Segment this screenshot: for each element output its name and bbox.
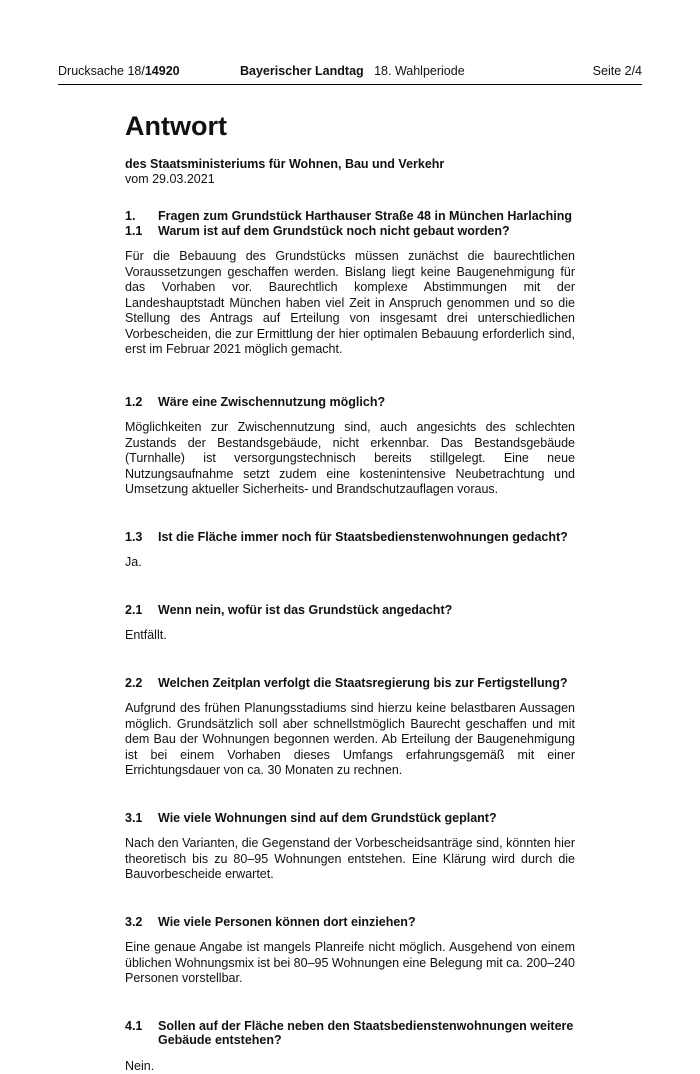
question-text: Sollen auf der Fläche neben den Staatsbedienstenwohnungen weitere Gebäude entstehen?	[158, 1019, 575, 1048]
page-title: Antwort	[125, 110, 575, 142]
question-text: Welchen Zeitplan verfolgt die Staatsregierung bis zur Fertigstellung?	[158, 676, 575, 691]
qa-section	[125, 209, 575, 358]
document-number-value: 14920	[145, 64, 180, 78]
qa-section	[125, 603, 575, 644]
qa-section	[125, 395, 575, 498]
question-heading	[125, 915, 575, 930]
question-heading	[125, 530, 575, 545]
page-number: Seite 2/4	[593, 64, 642, 78]
qa-section	[125, 915, 575, 987]
question-number: 1.1	[125, 224, 158, 239]
question-heading	[125, 1019, 575, 1048]
qa-section	[125, 530, 575, 571]
answer-text: Nein.	[125, 1059, 575, 1074]
question-heading	[125, 395, 575, 410]
question-heading	[125, 209, 575, 224]
document-body	[125, 110, 575, 1074]
qa-section	[125, 811, 575, 883]
question-number: 3.1	[125, 811, 158, 826]
answer-text: Aufgrund des frühen Planungsstadiums sind hierzu keine belastbaren Aussagen möglich. Grundsätzlich soll aber schnellstmöglich Baurecht geschaffen und mit dem Bau der Wohnungen begonnen werden. Ab Erteilung der Baugenehmigung ist bei einem Vorhaben dieses Umfangs erfahrungsgemäß mit einer Errichtungsdauer von ca. 30 Monaten zu rechnen.	[125, 701, 575, 779]
answer-text: Eine genaue Angabe ist mangels Planreife nicht möglich. Ausgehend von einem üblichen Wohnungsmix ist bei 80–95 Wohnungen eine Belegung mit ca. 200–240 Personen vorstellbar.	[125, 940, 575, 987]
question-text: Wie viele Personen können dort einziehen?	[158, 915, 575, 930]
question-number: 1.	[125, 209, 158, 224]
page-header	[58, 64, 642, 85]
qa-section	[125, 676, 575, 779]
legislative-period: 18. Wahlperiode	[374, 64, 465, 78]
document-label: Drucksache 18/	[58, 64, 145, 78]
answer-date: vom 29.03.2021	[125, 172, 575, 187]
question-number: 1.2	[125, 395, 158, 410]
qa-section	[125, 1019, 575, 1074]
parliament-info	[240, 64, 465, 78]
answer-text: Ja.	[125, 555, 575, 571]
question-text: Wenn nein, wofür ist das Grundstück angedacht?	[158, 603, 575, 618]
question-heading	[125, 811, 575, 826]
question-number: 1.3	[125, 530, 158, 545]
question-number: 4.1	[125, 1019, 158, 1048]
question-text: Ist die Fläche immer noch für Staatsbedienstenwohnungen gedacht?	[158, 530, 575, 545]
answer-text: Nach den Varianten, die Gegenstand der Vorbescheidsanträge sind, könnten hier theoretisch bis zu 80–95 Wohnungen entstehen. Eine Klärung wird durch die Bauvorbescheide erwartet.	[125, 836, 575, 883]
question-number: 3.2	[125, 915, 158, 930]
question-heading	[125, 603, 575, 618]
question-text: Warum ist auf dem Grundstück noch nicht gebaut worden?	[158, 224, 575, 239]
answer-text: Möglichkeiten zur Zwischennutzung sind, auch angesichts des schlechten Zustands der Bestandsgebäude, nicht erkennbar. Das Bestandsgebäude (Turnhalle) ist versorgungstechnisch bereits stillgelegt. Eine neue Nutzungsaufnahme setzt zudem eine kostenintensive Neubetrachtung und Umsetzung aktueller Sicherheits- und Brandschutzauflagen voraus.	[125, 420, 575, 498]
answer-text: Für die Bebauung des Grundstücks müssen zunächst die baurechtlichen Voraussetzungen geschaffen werden. Bislang liegt keine Baugenehmigung für das Vorhaben vor. Baurechtlich komplexe Abstimmungen mit der Landeshauptstadt München haben viel Zeit in Anspruch genommen und so die Stellung des Antrags auf Erteilung von insgesamt drei unterschiedlichen Vorbescheiden, die zur Ermittlung der hier optimalen Bebauung erforderlich sind, erst im Februar 2021 möglich gemacht.	[125, 249, 575, 358]
question-text: Wie viele Wohnungen sind auf dem Grundstück geplant?	[158, 811, 575, 826]
parliament-name: Bayerischer Landtag	[240, 64, 364, 78]
answer-text: Entfällt.	[125, 628, 575, 644]
question-heading	[125, 224, 575, 239]
question-text: Fragen zum Grundstück Harthauser Straße 48 in München Harlaching	[158, 209, 575, 224]
question-text: Wäre eine Zwischennutzung möglich?	[158, 395, 575, 410]
question-number: 2.1	[125, 603, 158, 618]
document-number	[58, 64, 180, 78]
ministry-name: des Staatsministeriums für Wohnen, Bau und Verkehr	[125, 157, 575, 172]
question-heading	[125, 676, 575, 691]
question-number: 2.2	[125, 676, 158, 691]
